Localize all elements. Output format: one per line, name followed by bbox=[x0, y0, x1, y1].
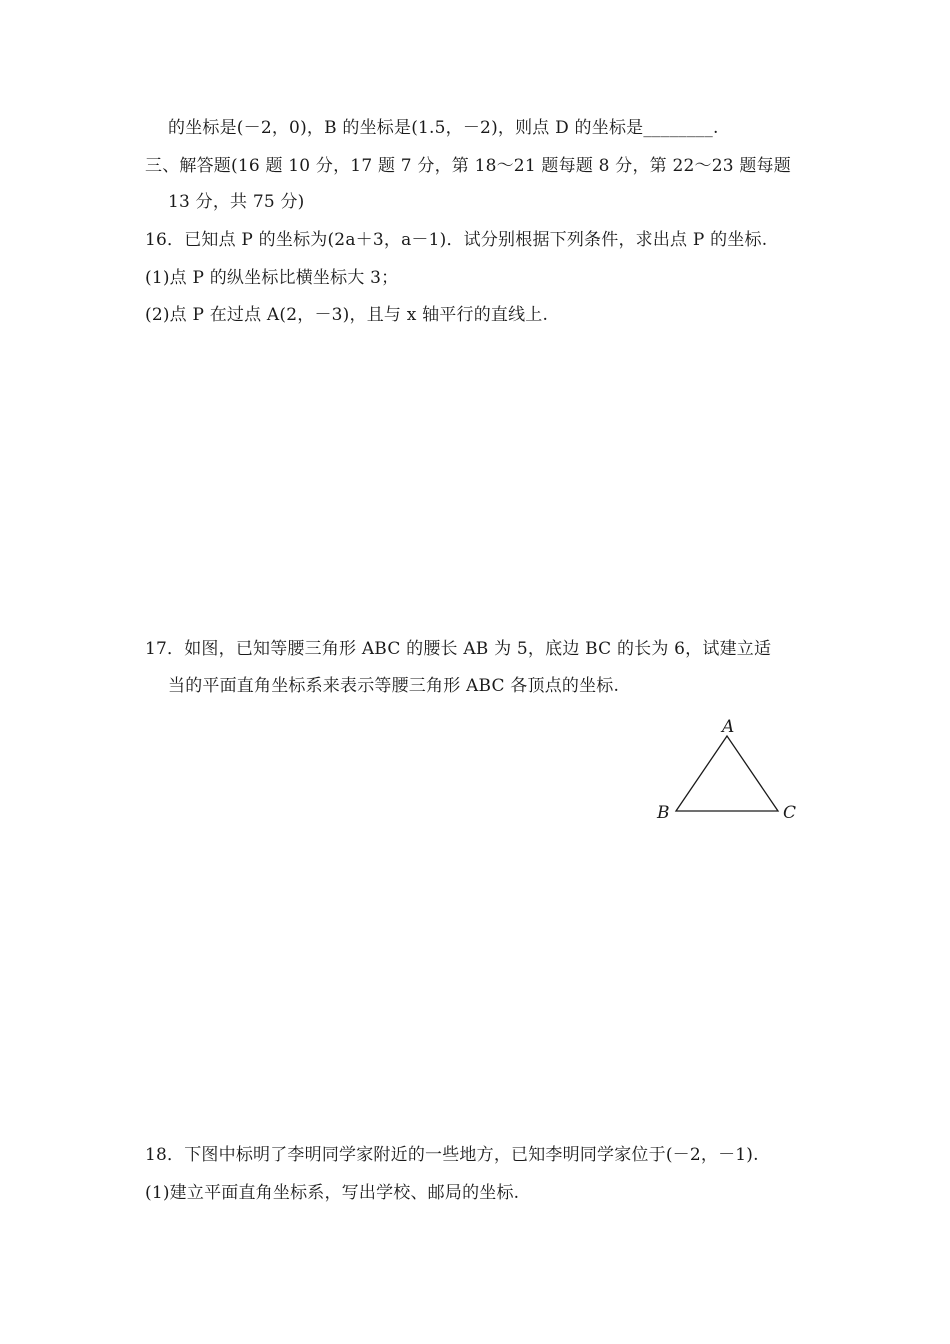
question-18: 18．下图中标明了李明同学家附近的一些地方，已知李明同学家位于(－2，－1). bbox=[145, 1145, 759, 1165]
triangle-abc bbox=[676, 736, 778, 811]
fill-blank-continuation: 的坐标是(－2，0)，B 的坐标是(1.5，－2)，则点 D 的坐标是________. bbox=[168, 118, 719, 138]
question-18-part-1: (1)建立平面直角坐标系，写出学校、邮局的坐标. bbox=[145, 1183, 520, 1203]
vertex-label-a: A bbox=[722, 717, 735, 737]
triangle-diagram bbox=[650, 712, 810, 830]
section-heading-continuation: 13 分，共 75 分) bbox=[168, 192, 305, 212]
triangle-figure bbox=[650, 712, 810, 830]
vertex-label-c: C bbox=[783, 803, 797, 823]
question-16-part-2: (2)点 P 在过点 A(2，－3)，且与 x 轴平行的直线上. bbox=[145, 305, 549, 325]
question-16-part-1: (1)点 P 的纵坐标比横坐标大 3； bbox=[145, 268, 399, 288]
question-16: 16．已知点 P 的坐标为(2a＋3，a－1)．试分别根据下列条件，求出点 P 的坐标. bbox=[145, 230, 768, 250]
question-17-continuation: 当的平面直角坐标系来表示等腰三角形 ABC 各顶点的坐标. bbox=[168, 676, 620, 696]
vertex-label-b: B bbox=[657, 803, 670, 823]
question-17: 17．如图，已知等腰三角形 ABC 的腰长 AB 为 5，底边 BC 的长为 6，试建立适 bbox=[145, 639, 772, 659]
section-heading: 三、解答题(16 题 10 分，17 题 7 分，第 18～21 题每题 8 分，第 22～23 题每题 bbox=[145, 156, 791, 176]
